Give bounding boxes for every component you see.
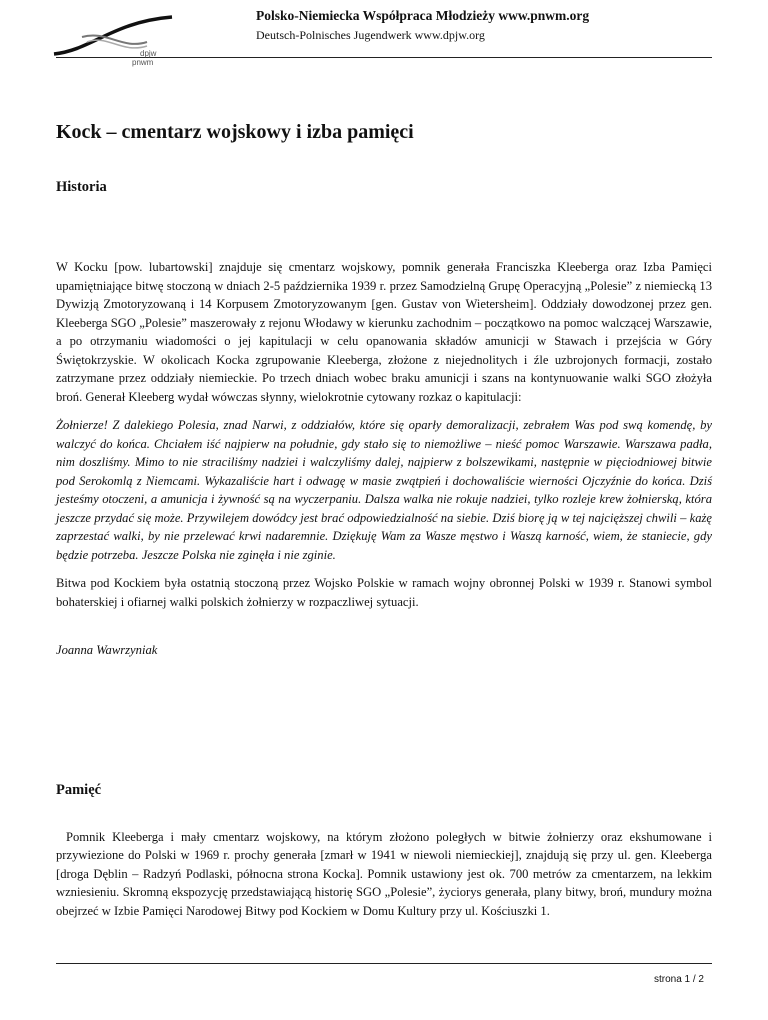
author-name: Joanna Wawrzyniak (56, 643, 158, 657)
history-paragraph: W Kocku [pow. lubartowski] znajduje się cmentarz wojskowy, pomnik generała Franciszka Kleeberga oraz Izba Pamięci upamiętniające bitwę stoczoną w dniach 2-5 października 1939 r. przez Samodzielną Grupę Operacyjną „Polesie” z niemiecką 13 Dywizją Zmotoryzowaną i 14 Korpusem Zmotoryzowanym [gen. Gustav von Wietersheim]. Oddziały dowodzonej przez gen. Kleeberga SGO „Polesie” maszerowały z rejonu Włodawy w kierunku zachodnim – początkowo na pomoc walczącej Warszawie, a po otrzymaniu wiadomości o jej kapitulacji w celu opanowania składów amunicji w Stawach i przejścia w Góry Świętokrzyskie. W okolicach Kocka zgrupowanie Kleeberga, złożone z niejednolitych i źle uzbrojonych formacji, zostało zatrzymane przez oddziały niemieckie. Po trzech dniach wobec braku amunicji i szans na kontynuowanie walki SGO złożyła broń. Generał Kleeberg wydał wówczas słynny, wielokrotnie cytowany rozkaz o kapitulacji: (56, 260, 712, 404)
svg-text:dpjw: dpjw (140, 49, 157, 58)
svg-text:pnwm: pnwm (132, 58, 154, 67)
kleeberg-quote: Żołnierze! Z dalekiego Polesia, znad Narwi, z oddziałów, które się oparły demoralizacji, zebrałem Was pod swą komendę, by walczyć do końca. Chciałem iść najpierw na południe, gdy stało się to niemożliwe – nieść pomoc Warszawie. Warszawa padła, nim doszliśmy. Mimo to nie straciliśmy nadziei i walczyliśmy dalej, najpierw z bolszewikami, następnie w pięciodniowej bitwie pod Serokomlą z Niemcami. Wykazaliście hart i odwagę w masie zwątpień i dochowaliście wierności Ojczyźnie do końca. Dziś jesteśmy otoczeni, a amunicja i żywność są na wyczerpaniu. Dalsza walka nie rokuje nadziei, tylko rozleje krew żołnierską, która jeszcze przydać się może. Przywilejem dowódcy jest brać odpowiedzialność na siebie. Dziś biorę ją w tej najcięższej chwili – każę zaprzestać walki, by nie przelewać krwi nadaremnie. Dziękuję Wam za Wasze męstwo i Waszą karność, wiem, że staniecie, gdy będzie potrzeba. Jeszcze Polska nie zginęła i nie zginie. (56, 418, 712, 562)
page-title: Kock – cmentarz wojskowy i izba pamięci (56, 121, 414, 143)
section-heading-pamiec: Pamięć (56, 781, 102, 798)
header-subtitle: Deutsch-Polnisches Jugendwerk www.dpjw.org (256, 28, 485, 42)
page-number: strona 1 / 2 (653, 974, 704, 985)
header-title: Polsko-Niemiecka Współpraca Młodzieży www.pnwm.org (256, 8, 590, 23)
page-header (56, 0, 712, 67)
footer-divider (56, 963, 712, 964)
section-heading-historia: Historia (56, 179, 107, 195)
battle-summary-paragraph: Bitwa pod Kockiem była ostatnią stoczoną przez Wojsko Polskie w ramach wojny obronnej Polski w 1939 r. Stanowi symbol bohaterskiej i ofiarnej walki polskich żołnierzy w rozpaczliwej sytuacji. (56, 576, 712, 609)
memory-paragraph: Pomnik Kleeberga i mały cmentarz wojskowy, na którym złożono poległych w bitwie żołnierzy oraz ekshumowane i przywiezione do Polski w 1969 r. prochy generała [zmarł w 1941 w niewoli niemieckiej], znajdują się przy ul. gen. Kleeberga [droga Dęblin – Radzyń Podlaski, północna strona Kocka]. Pomnik ustawiony jest ok. 700 metrów za cmentarzem, na lekkim wzniesieniu. Skromną ekspozycję przedstawiającą historię SGO „Polesie”, życiorys generała, plany bitwy, broń, mundury można obejrzeć w Izbie Pamięci Narodowej Bitwy pod Kockiem w Domu Kultury przy ul. Kościuszki 1. (56, 829, 712, 918)
dpjw-pnwm-logo (52, 12, 182, 67)
